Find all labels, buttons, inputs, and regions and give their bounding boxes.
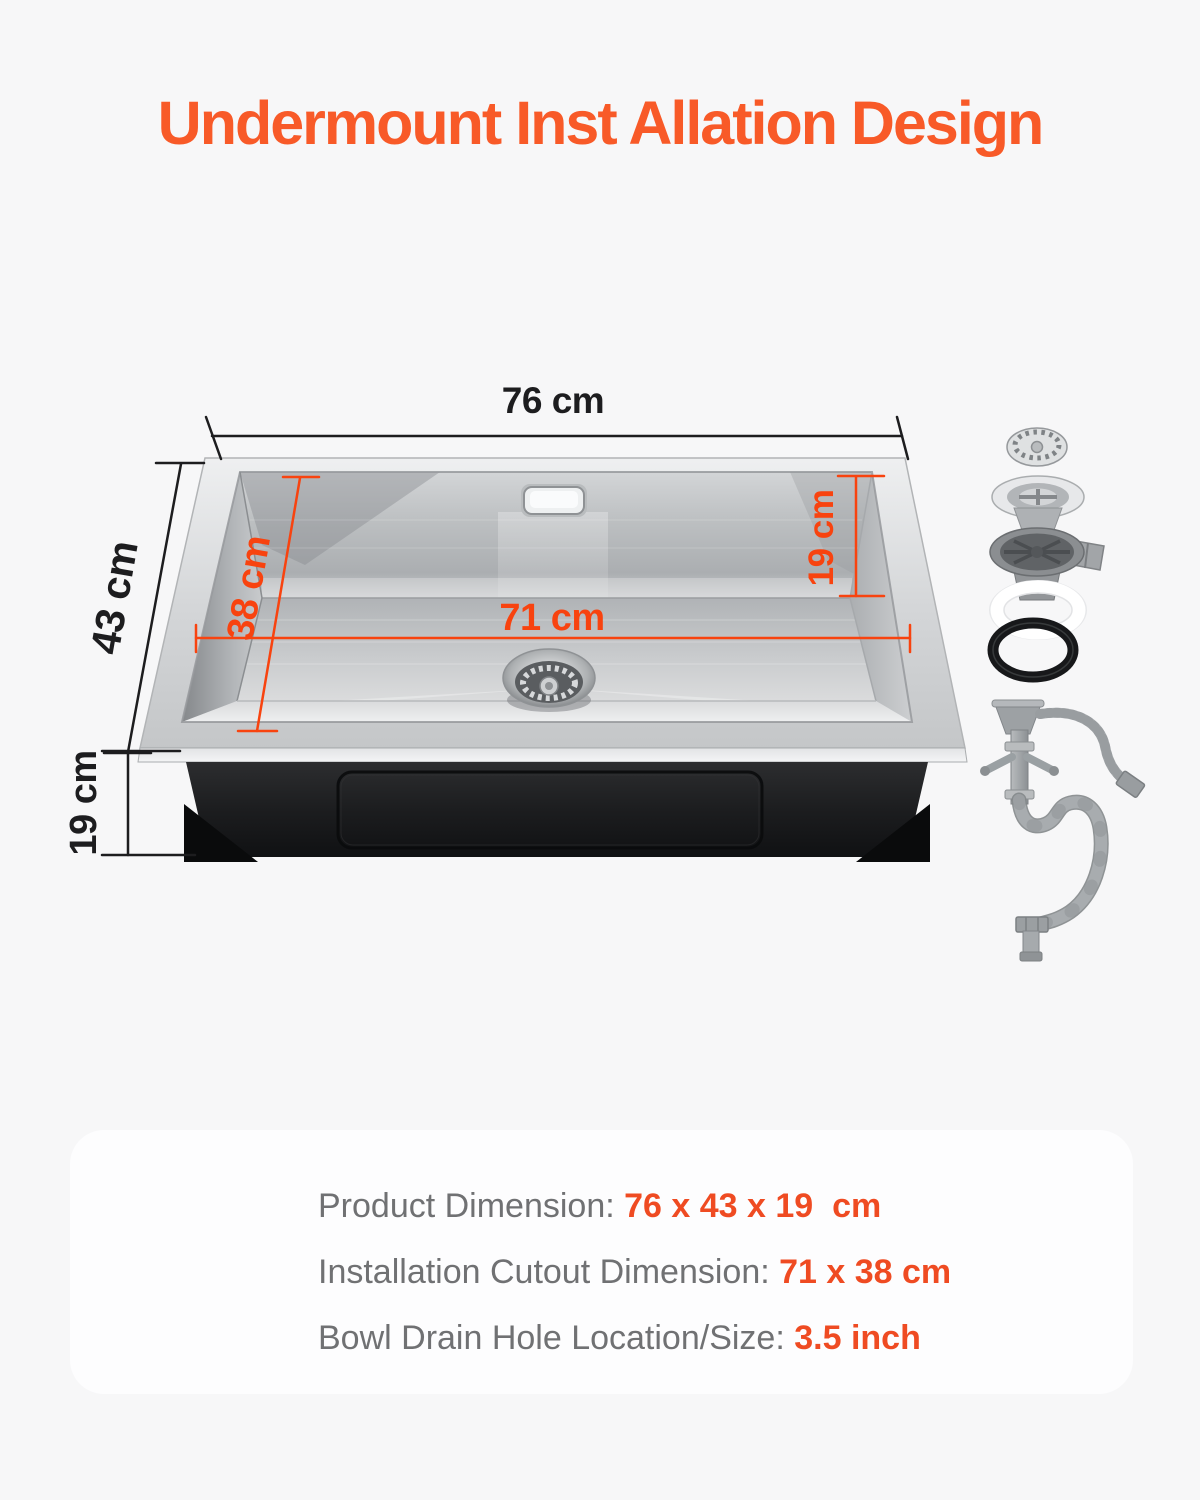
dim-overall-depth-label: 43 cm bbox=[81, 537, 147, 658]
sink-illustration bbox=[138, 458, 967, 862]
spec-row-drain-hole bbox=[318, 1320, 1133, 1357]
sink-base bbox=[184, 762, 930, 862]
page-title: Undermount Inst Allation Design bbox=[157, 89, 1043, 157]
spec-row-product-dimension bbox=[318, 1188, 1133, 1225]
spec-value: 3.5 inch bbox=[794, 1319, 921, 1357]
spec-value: 71 x 38 cm bbox=[779, 1253, 952, 1291]
info-card bbox=[70, 1130, 1133, 1394]
spec-label: Bowl Drain Hole Location/Size: bbox=[318, 1319, 795, 1357]
overflow-hole bbox=[521, 484, 587, 517]
drain-pipe-illustration bbox=[980, 700, 1145, 961]
dim-cutout-width-label: 38 cm bbox=[219, 532, 280, 644]
dim-overall-width-label: 76 cm bbox=[501, 380, 605, 421]
sink-drain bbox=[503, 649, 595, 712]
spec-label: Installation Cutout Dimension: bbox=[318, 1253, 780, 1291]
dim-cutout-length-label: 71 cm bbox=[499, 597, 605, 639]
dim-overall-height-label: 19 cm bbox=[63, 750, 105, 856]
dim-bowl-depth-label: 19 cm bbox=[802, 489, 841, 587]
drain-strainer-exploded-illustration bbox=[990, 428, 1104, 677]
spec-label: Product Dimension: bbox=[318, 1187, 625, 1225]
spec-row-cutout-dimension bbox=[318, 1254, 1133, 1291]
spec-value: 76 x 43 x 19 cm bbox=[624, 1187, 882, 1225]
